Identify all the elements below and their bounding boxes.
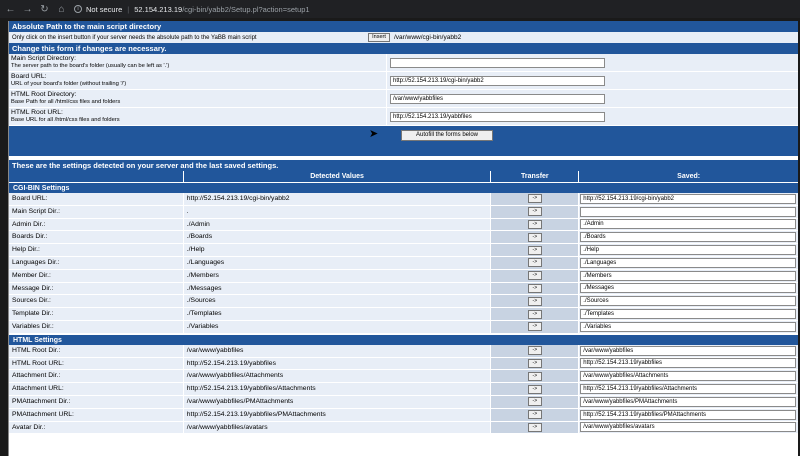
transfer-button[interactable]: -> [528,359,542,368]
settings-row [9,283,798,296]
settings-row [9,409,798,422]
settings-row [9,345,798,358]
autofill-area [9,126,798,156]
saved-cell [578,345,798,357]
saved-input[interactable]: ./Variables [580,322,796,332]
settings-header: These are the settings detected on your server and the last saved settings. [9,160,798,171]
settings-row [9,383,798,396]
saved-cell [578,409,798,421]
saved-cell [578,370,798,382]
back-icon[interactable]: ← [5,3,16,15]
transfer-cell [490,396,578,408]
settings-row [9,396,798,409]
transfer-button[interactable]: -> [528,207,542,216]
detected-value: ./Variables [183,321,491,333]
saved-input[interactable]: ./Sources [580,296,796,306]
saved-cell [578,308,798,320]
settings-row [9,206,798,219]
cgi-settings-rows [9,193,798,334]
transfer-cell [490,321,578,333]
transfer-cell [490,206,578,218]
settings-row [9,257,798,270]
form-label [9,72,387,89]
setting-label: HTML Root URL: [9,358,183,370]
form-row [9,72,798,90]
saved-input[interactable]: http://52.154.213.19/yabbfiles/PMAttachments [580,410,796,420]
insert-button[interactable]: Insert [368,33,390,42]
settings-row [9,321,798,334]
detected-value: ./Languages [183,257,491,269]
settings-row [9,308,798,321]
settings-column-headers [9,171,798,182]
saved-input[interactable]: http://52.154.213.19/cgi-bin/yabb2 [580,194,796,204]
transfer-button[interactable]: -> [528,385,542,394]
transfer-button[interactable]: -> [528,372,542,381]
saved-input[interactable] [580,207,796,217]
form-label-title: HTML Root Directory: [11,91,77,98]
form-row [9,108,798,126]
setting-label: Variables Dir.: [9,321,183,333]
setting-label: Boards Dir.: [9,231,183,243]
setting-label: Sources Dir.: [9,295,183,307]
saved-input[interactable]: ./Messages [580,283,796,293]
form-label-desc: URL of your board's folder (without trailing '/') [11,81,127,87]
transfer-button[interactable]: -> [528,220,542,229]
saved-cell [578,358,798,370]
setting-label: Main Script Dir.: [9,206,183,218]
saved-cell [578,206,798,218]
setting-label: Attachment URL: [9,383,183,395]
saved-input[interactable]: /var/www/yabbfiles/Attachments [580,371,796,381]
transfer-button[interactable]: -> [528,322,542,331]
settings-row [9,422,798,435]
detected-value: /var/www/yabbfiles/avatars [183,422,491,434]
saved-input[interactable]: ./Admin [580,219,796,229]
setting-label: Languages Dir.: [9,257,183,269]
saved-input[interactable]: /var/www/yabbfiles [580,346,796,356]
form-label [9,108,387,125]
transfer-button[interactable]: -> [528,284,542,293]
form-label-title: HTML Root URL: [11,109,63,116]
detected-value: . [183,206,491,218]
transfer-cell [490,295,578,307]
separator: | [127,4,130,14]
saved-cell [578,244,798,256]
form-input-cell [387,72,605,89]
info-icon[interactable]: i [74,5,82,13]
saved-input[interactable]: ./Members [580,271,796,281]
form-label-title: Board URL: [11,73,47,80]
setting-label: Member Dir.: [9,270,183,282]
detected-value: ./Members [183,270,491,282]
setting-label: Help Dir.: [9,244,183,256]
form-label-title: Main Script Directory: [11,55,76,62]
transfer-cell [490,219,578,231]
setup-page [8,21,798,456]
settings-row [9,193,798,206]
url-host: 52.154.213.19 [134,4,183,14]
setting-label: HTML Root Dir.: [9,345,183,357]
forward-icon[interactable]: → [22,3,33,15]
setting-label: PMAttachment Dir.: [9,396,183,408]
html-settings-rows [9,345,798,435]
form-label-desc: The server path to the board's folder (usually can be left as '.') [11,63,170,69]
transfer-button[interactable]: -> [528,346,542,355]
column-label [9,171,183,182]
saved-input[interactable]: ./Boards [580,232,796,242]
transfer-button[interactable]: -> [528,297,542,306]
transfer-cell [490,422,578,434]
setting-label: Template Dir.: [9,308,183,320]
transfer-button[interactable]: -> [528,310,542,319]
setting-label: Attachment Dir.: [9,370,183,382]
saved-cell [578,295,798,307]
detected-value: ./Help [183,244,491,256]
detected-value: /var/www/yabbfiles [183,345,491,357]
saved-cell [578,321,798,333]
change-form-header: Change this form if changes are necessary. [9,43,798,54]
form-label-desc: Base Path for all /html/css files and folders [11,99,121,105]
form-label [9,54,387,71]
address-bar[interactable] [74,2,792,16]
form-input-cell [387,54,605,71]
saved-cell [578,270,798,282]
saved-cell [578,193,798,205]
mouse-cursor-icon: ➤ [369,128,379,140]
saved-input[interactable]: /var/www/yabbfiles/avatars [580,422,796,432]
form-input[interactable]: http://52.154.213.19/yabbfiles [390,112,605,122]
settings-row [9,295,798,308]
saved-input[interactable]: ./Templates [580,309,796,319]
form-input-cell [387,90,605,107]
saved-input[interactable]: http://52.154.213.19/yabbfiles [580,358,796,368]
detected-value: ./Admin [183,219,491,231]
html-settings-header: HTML Settings [9,334,798,345]
form-input-cell [387,108,605,125]
transfer-button[interactable]: -> [528,233,542,242]
settings-row [9,219,798,232]
transfer-button[interactable]: -> [528,423,542,432]
detected-value: http://52.154.213.19/cgi-bin/yabb2 [183,193,491,205]
transfer-button[interactable]: -> [528,194,542,203]
transfer-cell [490,257,578,269]
form-label-desc: Base URL for all /html/css files and folders [11,117,120,123]
transfer-cell [490,283,578,295]
saved-cell [578,383,798,395]
form-row [9,54,798,72]
form-rows [9,54,798,126]
transfer-cell [490,345,578,357]
reload-icon[interactable]: ↻ [40,3,49,15]
home-icon[interactable]: ⌂ [58,3,65,15]
url-path: /cgi-bin/yabb2/Setup.pl?action=setup1 [182,4,310,14]
transfer-cell [490,270,578,282]
detected-value: http://52.154.213.19/yabbfiles/PMAttachments [183,409,491,421]
column-saved: Saved: [578,171,798,182]
form-row [9,90,798,108]
transfer-cell [490,383,578,395]
form-input[interactable] [390,58,605,68]
setting-label: Admin Dir.: [9,219,183,231]
transfer-cell [490,358,578,370]
saved-cell [578,283,798,295]
detected-value: ./Boards [183,231,491,243]
absolute-path-note: Only click on the insert button if your server needs the absolute path to the YaBB main script [12,34,257,41]
transfer-button[interactable]: -> [528,410,542,419]
detected-value: ./Templates [183,308,491,320]
saved-cell [578,257,798,269]
saved-cell [578,396,798,408]
setting-label: Message Dir.: [9,283,183,295]
transfer-cell [490,308,578,320]
saved-cell [578,231,798,243]
cgi-settings-header: CGI-BIN Settings [9,182,798,193]
form-label [9,90,387,107]
absolute-path-value: /var/www/cgi-bin/yabb2 [394,34,462,41]
saved-input[interactable]: http://52.154.213.19/yabbfiles/Attachments [580,384,796,394]
saved-cell [578,219,798,231]
saved-cell [578,422,798,434]
column-detected: Detected Values [183,171,491,182]
transfer-cell [490,370,578,382]
detected-value: http://52.154.213.19/yabbfiles [183,358,491,370]
detected-value: ./Messages [183,283,491,295]
detected-value: http://52.154.213.19/yabbfiles/Attachments [183,383,491,395]
settings-row [9,244,798,257]
setting-label: PMAttachment URL: [9,409,183,421]
form-input[interactable]: /var/www/yabbfiles [390,94,605,104]
transfer-button[interactable]: -> [528,258,542,267]
security-status: Not secure [86,4,123,14]
autofill-button[interactable]: Autofill the forms below [401,130,493,141]
column-transfer: Transfer [490,171,578,182]
browser-toolbar [0,0,800,18]
settings-row [9,358,798,371]
saved-input[interactable]: /var/www/yabbfiles/PMAttachments [580,397,796,407]
settings-row [9,270,798,283]
transfer-button[interactable]: -> [528,271,542,280]
transfer-button[interactable]: -> [528,397,542,406]
setting-label: Avatar Dir.: [9,422,183,434]
detected-value: /var/www/yabbfiles/Attachments [183,370,491,382]
saved-input[interactable]: ./Help [580,245,796,255]
setting-label: Board URL: [9,193,183,205]
saved-input[interactable]: ./Languages [580,258,796,268]
absolute-path-row [9,32,798,43]
transfer-button[interactable]: -> [528,246,542,255]
transfer-cell [490,244,578,256]
transfer-cell [490,231,578,243]
absolute-path-header: Absolute Path to the main script directory [9,21,798,32]
transfer-cell [490,193,578,205]
settings-row [9,370,798,383]
detected-value: /var/www/yabbfiles/PMAttachments [183,396,491,408]
transfer-cell [490,409,578,421]
form-input[interactable]: http://52.154.213.19/cgi-bin/yabb2 [390,76,605,86]
detected-value: ./Sources [183,295,491,307]
settings-row [9,231,798,244]
